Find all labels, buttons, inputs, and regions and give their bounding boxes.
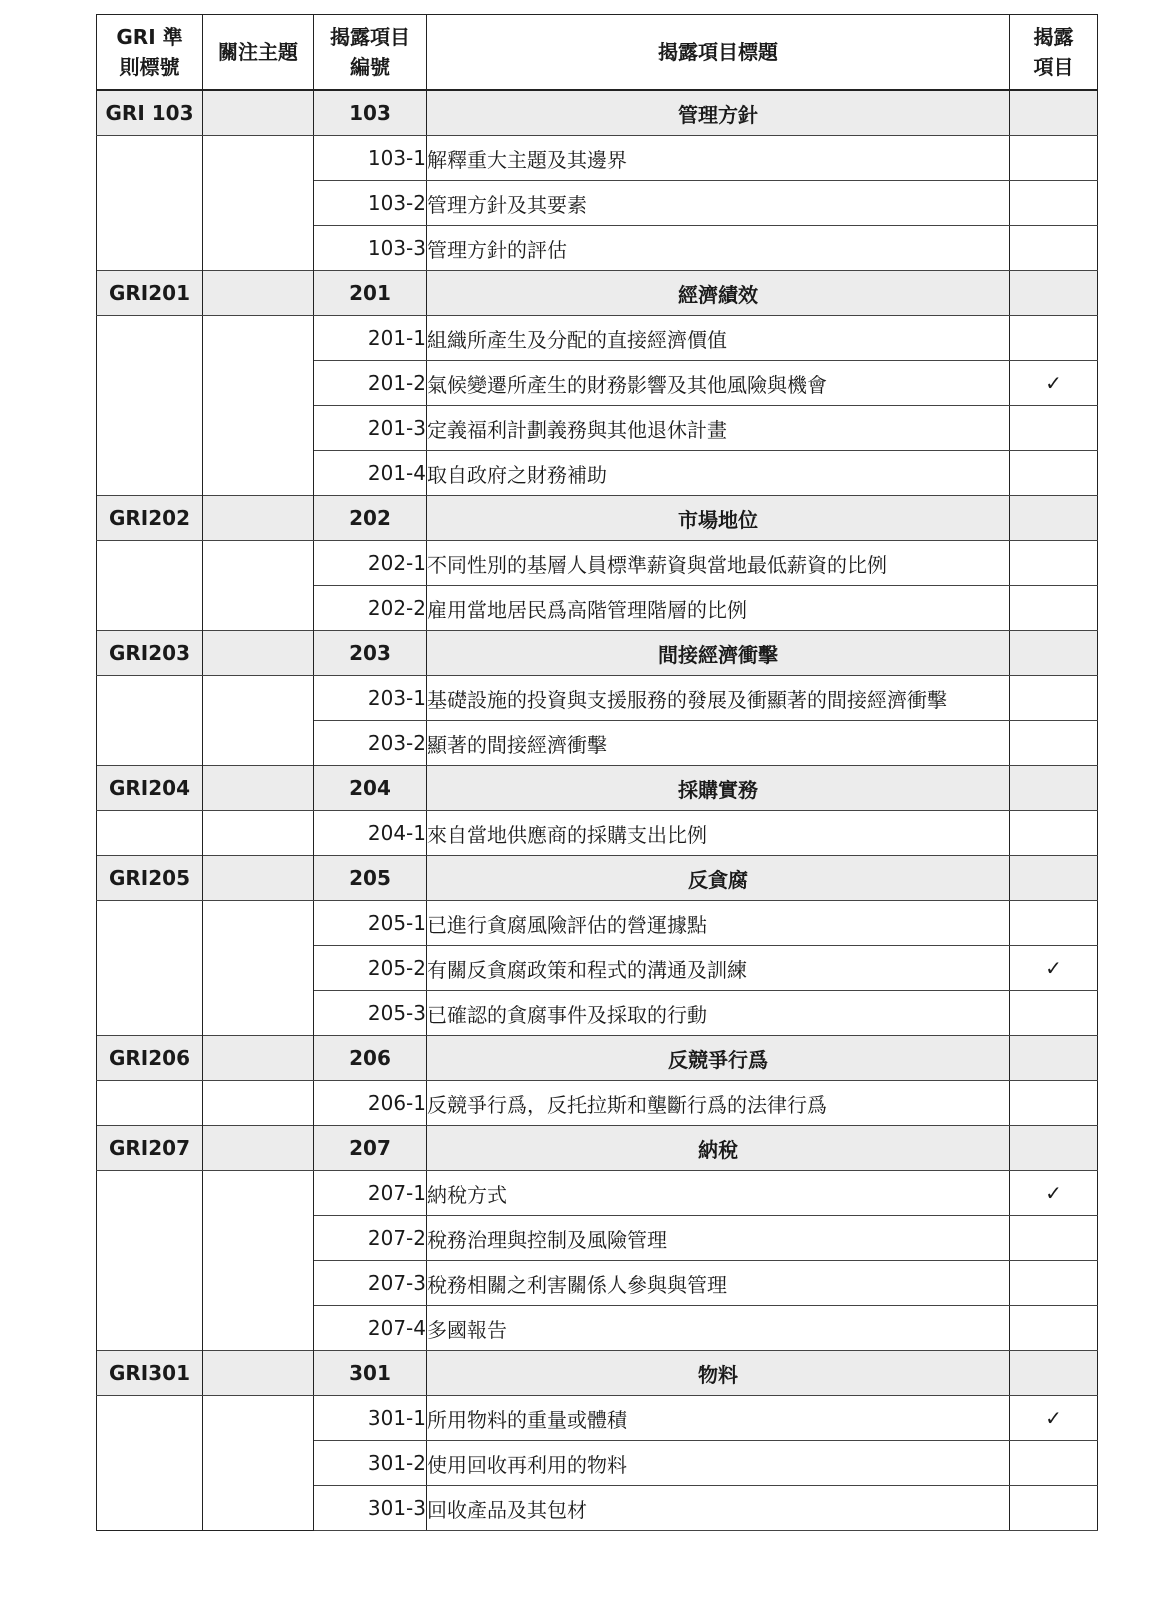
standard-blank-cell xyxy=(97,136,203,271)
section-number: 203 xyxy=(314,631,427,676)
disclosure-title: 顯著的間接經濟衝擊 xyxy=(427,721,1010,766)
section-disclosed xyxy=(1010,1126,1098,1171)
section-standard: GRI204 xyxy=(97,766,203,811)
standard-blank-cell xyxy=(97,541,203,631)
table-row xyxy=(97,1171,1098,1216)
section-number: 206 xyxy=(314,1036,427,1081)
section-row xyxy=(97,1126,1098,1171)
disclosure-number: 301-1 xyxy=(314,1396,427,1441)
section-title: 市場地位 xyxy=(427,496,1010,541)
disclosure-title: 所用物料的重量或體積 xyxy=(427,1396,1010,1441)
disclosed-cell xyxy=(1010,1486,1098,1531)
disclosure-title: 組織所產生及分配的直接經濟價值 xyxy=(427,316,1010,361)
section-title: 管理方針 xyxy=(427,90,1010,136)
disclosure-title: 已確認的貪腐事件及採取的行動 xyxy=(427,991,1010,1036)
section-topic xyxy=(203,856,314,901)
section-topic xyxy=(203,90,314,136)
disclosure-title: 已進行貪腐風險評估的營運據點 xyxy=(427,901,1010,946)
disclosure-number: 203-1 xyxy=(314,676,427,721)
standard-blank-cell xyxy=(97,316,203,496)
disclosed-cell xyxy=(1010,1441,1098,1486)
topic-blank-cell xyxy=(203,676,314,766)
disclosure-title: 稅務相關之利害關係人參與與管理 xyxy=(427,1261,1010,1306)
disclosed-cell xyxy=(1010,136,1098,181)
disclosure-title: 管理方針的評估 xyxy=(427,226,1010,271)
header-gri-standard-line1: GRI 準 xyxy=(116,25,183,49)
section-disclosed xyxy=(1010,90,1098,136)
check-mark-icon: ✓ xyxy=(1045,956,1062,980)
section-topic xyxy=(203,496,314,541)
section-row xyxy=(97,631,1098,676)
section-standard: GRI 103 xyxy=(97,90,203,136)
disclosed-cell xyxy=(1010,181,1098,226)
disclosed-cell xyxy=(1010,541,1098,586)
topic-blank-cell xyxy=(203,136,314,271)
table-row xyxy=(97,676,1098,721)
section-standard: GRI202 xyxy=(97,496,203,541)
disclosure-number: 201-4 xyxy=(314,451,427,496)
disclosed-cell xyxy=(1010,586,1098,631)
section-standard: GRI207 xyxy=(97,1126,203,1171)
disclosure-number: 201-2 xyxy=(314,361,427,406)
disclosure-title: 取自政府之財務補助 xyxy=(427,451,1010,496)
disclosure-title: 使用回收再利用的物料 xyxy=(427,1441,1010,1486)
header-disclosed-line1: 揭露 xyxy=(1033,25,1074,49)
disclosure-title: 回收產品及其包材 xyxy=(427,1486,1010,1531)
header-disclosure-title xyxy=(427,15,1010,91)
gri-content-index-table xyxy=(96,14,1098,1531)
disclosed-cell xyxy=(1010,1306,1098,1351)
disclosure-number: 207-1 xyxy=(314,1171,427,1216)
section-title: 經濟績效 xyxy=(427,271,1010,316)
section-number: 205 xyxy=(314,856,427,901)
disclosure-title: 不同性別的基層人員標準薪資與當地最低薪資的比例 xyxy=(427,541,1010,586)
disclosure-title: 雇用當地居民爲高階管理階層的比例 xyxy=(427,586,1010,631)
disclosure-title: 反競爭行爲，反托拉斯和壟斷行爲的法律行爲 xyxy=(427,1081,1010,1126)
header-disclosure-number xyxy=(314,15,427,91)
table-body xyxy=(97,90,1098,1531)
standard-blank-cell xyxy=(97,676,203,766)
section-number: 202 xyxy=(314,496,427,541)
section-disclosed xyxy=(1010,496,1098,541)
header-material-topic xyxy=(203,15,314,91)
standard-blank-cell xyxy=(97,1396,203,1531)
disclosure-title: 稅務治理與控制及風險管理 xyxy=(427,1216,1010,1261)
disclosed-cell xyxy=(1010,1261,1098,1306)
disclosed-cell xyxy=(1010,451,1098,496)
table-row xyxy=(97,901,1098,946)
disclosure-title: 定義福利計劃義務與其他退休計畫 xyxy=(427,406,1010,451)
section-number: 201 xyxy=(314,271,427,316)
disclosure-number: 207-3 xyxy=(314,1261,427,1306)
section-standard: GRI205 xyxy=(97,856,203,901)
section-standard: GRI206 xyxy=(97,1036,203,1081)
topic-blank-cell xyxy=(203,1081,314,1126)
topic-blank-cell xyxy=(203,316,314,496)
section-topic xyxy=(203,631,314,676)
section-disclosed xyxy=(1010,856,1098,901)
section-disclosed xyxy=(1010,1036,1098,1081)
table-row xyxy=(97,1396,1098,1441)
section-title: 物料 xyxy=(427,1351,1010,1396)
disclosure-number: 301-3 xyxy=(314,1486,427,1531)
topic-blank-cell xyxy=(203,1396,314,1531)
disclosure-number: 202-2 xyxy=(314,586,427,631)
section-row xyxy=(97,766,1098,811)
disclosed-cell xyxy=(1010,226,1098,271)
disclosure-number: 201-3 xyxy=(314,406,427,451)
header-disclosure-number-line2: 編號 xyxy=(350,55,390,79)
section-topic xyxy=(203,1036,314,1081)
header-disclosure-number-line1: 揭露項目 xyxy=(330,25,410,49)
section-row xyxy=(97,496,1098,541)
disclosure-number: 205-1 xyxy=(314,901,427,946)
section-disclosed xyxy=(1010,271,1098,316)
header-disclosed-line2: 項目 xyxy=(1033,55,1074,79)
table-row xyxy=(97,316,1098,361)
disclosed-cell xyxy=(1010,901,1098,946)
section-row xyxy=(97,1036,1098,1081)
section-standard: GRI203 xyxy=(97,631,203,676)
section-number: 103 xyxy=(314,90,427,136)
disclosure-number: 201-1 xyxy=(314,316,427,361)
disclosure-number: 205-3 xyxy=(314,991,427,1036)
section-topic xyxy=(203,1126,314,1171)
disclosure-number: 204-1 xyxy=(314,811,427,856)
disclosure-title: 納稅方式 xyxy=(427,1171,1010,1216)
disclosure-title: 氣候變遷所產生的財務影響及其他風險與機會 xyxy=(427,361,1010,406)
disclosure-number: 205-2 xyxy=(314,946,427,991)
disclosure-number: 207-4 xyxy=(314,1306,427,1351)
header-gri-standard xyxy=(97,15,203,91)
section-title: 反競爭行爲 xyxy=(427,1036,1010,1081)
section-title: 納稅 xyxy=(427,1126,1010,1171)
section-topic xyxy=(203,271,314,316)
disclosed-cell xyxy=(1010,1396,1098,1441)
disclosure-number: 103-1 xyxy=(314,136,427,181)
section-standard: GRI201 xyxy=(97,271,203,316)
disclosed-cell xyxy=(1010,1216,1098,1261)
standard-blank-cell xyxy=(97,811,203,856)
standard-blank-cell xyxy=(97,1171,203,1351)
section-number: 204 xyxy=(314,766,427,811)
disclosure-title: 來自當地供應商的採購支出比例 xyxy=(427,811,1010,856)
disclosed-cell xyxy=(1010,721,1098,766)
disclosed-cell xyxy=(1010,1171,1098,1216)
table-row xyxy=(97,1081,1098,1126)
table-header-row xyxy=(97,15,1098,91)
table-row xyxy=(97,811,1098,856)
check-mark-icon: ✓ xyxy=(1045,371,1062,395)
disclosed-cell xyxy=(1010,811,1098,856)
disclosed-cell xyxy=(1010,676,1098,721)
topic-blank-cell xyxy=(203,901,314,1036)
disclosed-cell xyxy=(1010,946,1098,991)
header-material-topic-label: 關注主題 xyxy=(218,40,298,64)
header-disclosed xyxy=(1010,15,1098,91)
disclosed-cell xyxy=(1010,1081,1098,1126)
section-row xyxy=(97,271,1098,316)
section-topic xyxy=(203,1351,314,1396)
topic-blank-cell xyxy=(203,1171,314,1351)
disclosure-number: 301-2 xyxy=(314,1441,427,1486)
check-mark-icon: ✓ xyxy=(1045,1181,1062,1205)
disclosure-number: 206-1 xyxy=(314,1081,427,1126)
topic-blank-cell xyxy=(203,811,314,856)
section-title: 採購實務 xyxy=(427,766,1010,811)
disclosure-number: 103-2 xyxy=(314,181,427,226)
section-disclosed xyxy=(1010,631,1098,676)
disclosure-title: 有關反貪腐政策和程式的溝通及訓練 xyxy=(427,946,1010,991)
section-row xyxy=(97,1351,1098,1396)
disclosure-number: 103-3 xyxy=(314,226,427,271)
disclosure-title: 解釋重大主題及其邊界 xyxy=(427,136,1010,181)
disclosure-number: 203-2 xyxy=(314,721,427,766)
disclosed-cell xyxy=(1010,406,1098,451)
section-disclosed xyxy=(1010,1351,1098,1396)
disclosed-cell xyxy=(1010,361,1098,406)
disclosure-number: 202-1 xyxy=(314,541,427,586)
section-disclosed xyxy=(1010,766,1098,811)
header-gri-standard-line2: 則標號 xyxy=(119,55,180,79)
section-number: 301 xyxy=(314,1351,427,1396)
section-row xyxy=(97,90,1098,136)
topic-blank-cell xyxy=(203,541,314,631)
disclosure-title: 多國報告 xyxy=(427,1306,1010,1351)
header-disclosure-title-label: 揭露項目標題 xyxy=(658,40,778,64)
disclosure-title: 管理方針及其要素 xyxy=(427,181,1010,226)
table-row xyxy=(97,541,1098,586)
disclosure-title: 基礎設施的投資與支援服務的發展及衝顯著的間接經濟衝擊 xyxy=(427,676,1010,721)
table-row xyxy=(97,136,1098,181)
section-row xyxy=(97,856,1098,901)
disclosure-number: 207-2 xyxy=(314,1216,427,1261)
section-title: 反貪腐 xyxy=(427,856,1010,901)
disclosed-cell xyxy=(1010,316,1098,361)
section-standard: GRI301 xyxy=(97,1351,203,1396)
section-title: 間接經濟衝擊 xyxy=(427,631,1010,676)
disclosed-cell xyxy=(1010,991,1098,1036)
section-topic xyxy=(203,766,314,811)
standard-blank-cell xyxy=(97,901,203,1036)
check-mark-icon: ✓ xyxy=(1045,1406,1062,1430)
standard-blank-cell xyxy=(97,1081,203,1126)
section-number: 207 xyxy=(314,1126,427,1171)
